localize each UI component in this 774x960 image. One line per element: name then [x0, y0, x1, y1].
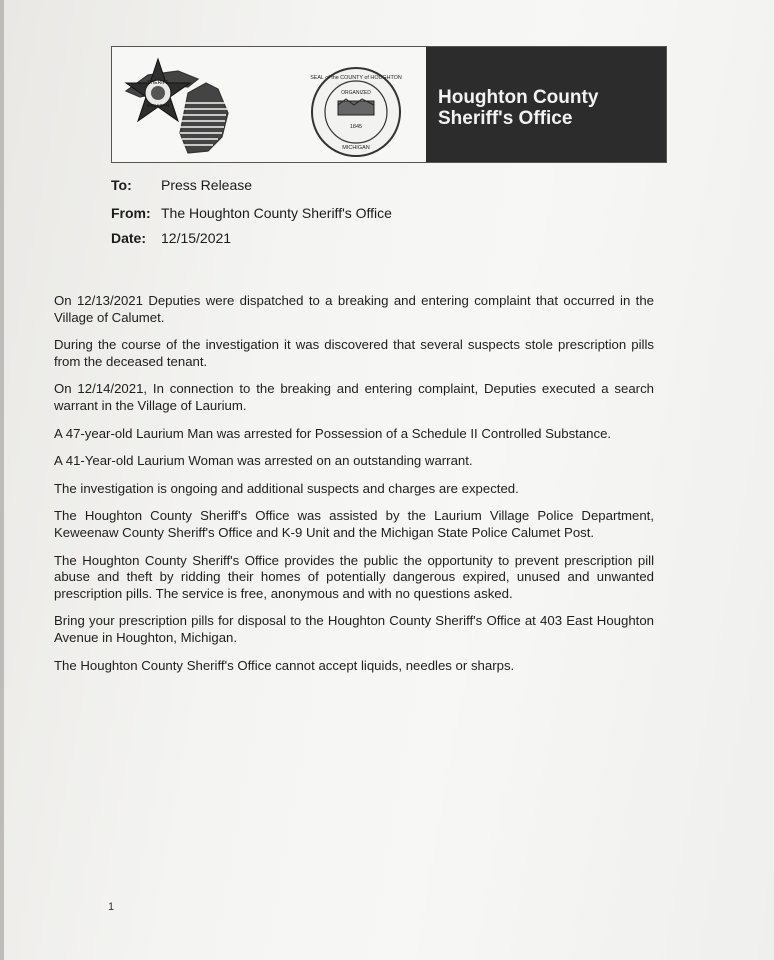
memo-date-label: Date: — [111, 230, 147, 246]
memo-to-value: Press Release — [161, 177, 253, 193]
seal-state: MICHIGAN — [342, 145, 370, 151]
document-page — [4, 0, 774, 960]
paragraph: The Houghton County Sheriff's Office provides the public the opportunity to prevent prescription pill abuse and theft by ridding their homes of potentially dangerous expired, unused and unwanted prescription pills. The service is free, anonymous and with no questions asked. — [54, 552, 654, 601]
memo-from — [111, 205, 392, 221]
paragraph: On 12/13/2021 Deputies were dispatched to a breaking and entering complaint that occurred in the Village of Calumet. — [54, 293, 654, 325]
letterhead — [111, 46, 667, 163]
memo-date — [111, 230, 231, 246]
paragraph: The investigation is ongoing and additional suspects and charges are expected. — [54, 480, 519, 496]
paragraph: During the course of the investigation it was discovered that several suspects stole prescription pills from the deceased tenant. — [54, 337, 654, 369]
county-seal-logo — [308, 65, 404, 159]
badge-text-bottom: MICHIGAN — [147, 103, 169, 108]
memo-date-value: 12/15/2021 — [161, 230, 232, 246]
press-release-body — [54, 293, 654, 685]
office-banner — [426, 47, 666, 162]
memo-to-label: To: — [111, 177, 132, 193]
seal-year: 1845 — [349, 124, 363, 130]
paragraph: A 41-Year-old Laurium Woman was arrested on an outstanding warrant. — [54, 453, 473, 469]
office-name-line1: Houghton County — [438, 87, 599, 108]
page-number: 1 — [108, 901, 115, 913]
memo-from-value: The Houghton County Sheriff's Office — [161, 205, 392, 221]
paragraph: On 12/14/2021, In connection to the breaking and entering complaint, Deputies executed a search warrant in the Village of Laurium. — [54, 381, 654, 413]
seal-text-top: SEAL of the COUNTY of HOUGHTON — [310, 75, 402, 81]
sheriff-badge-logo — [118, 53, 238, 157]
paragraph: The Houghton County Sheriff's Office was assisted by the Laurium Village Police Department, Keweenaw County Sheriff's Office and K-9 Unit and the Michigan State Police Calumet Post. — [54, 508, 654, 540]
office-name-line2: Sheriff's Office — [438, 108, 573, 129]
paragraph: The Houghton County Sheriff's Office cannot accept liquids, needles or sharps. — [54, 657, 515, 673]
memo-to — [111, 177, 252, 193]
badge-text-top: SHERIFF — [147, 80, 169, 86]
paragraph: A 47-year-old Laurium Man was arrested for Possession of a Schedule II Controlled Substance. — [54, 425, 612, 441]
memo-from-label: From: — [111, 205, 151, 221]
seal-text-organized: ORGANIZED — [341, 90, 371, 96]
paragraph: Bring your prescription pills for disposal to the Houghton County Sheriff's Office at 403 East Houghton Avenue in Houghton, Michigan. — [54, 613, 654, 645]
